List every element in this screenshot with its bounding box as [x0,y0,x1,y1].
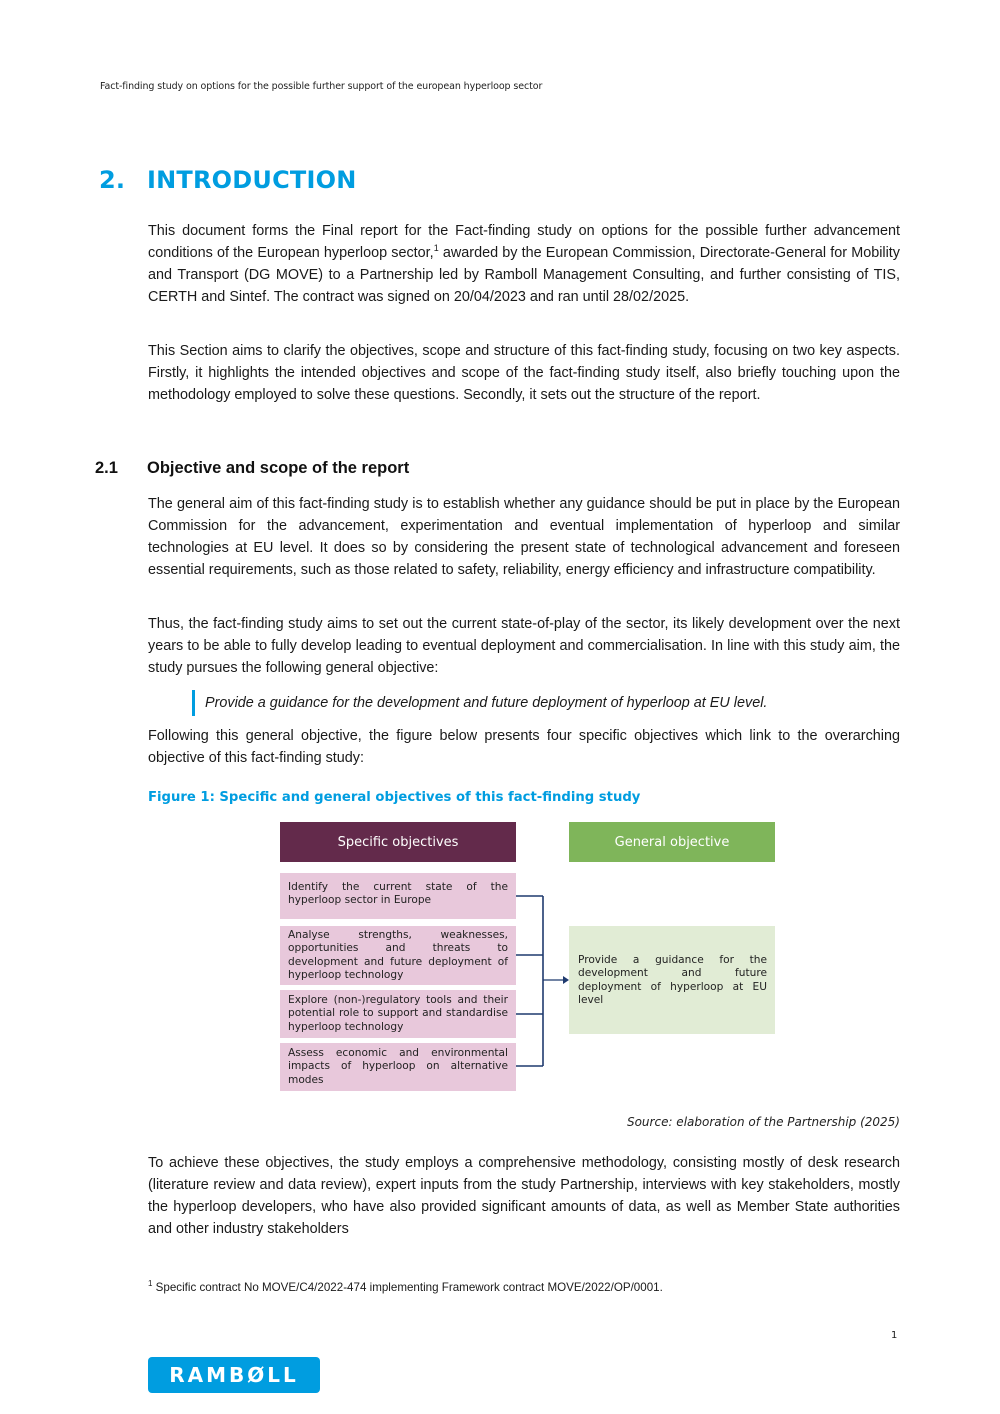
intro-paragraph-1 [148,220,900,308]
specific-objective-box: Identify the current state of the hyperloop sector in Europe [280,873,516,919]
section-heading [99,166,356,194]
figure-source: Source: elaboration of the Partnership (2025) [626,1115,900,1129]
paragraph-text: awarded by the European Commission, Directorate-General for Mobility and Transport (DG MOVE) to a Partnership led by Ramboll Management Consulting, and further consisting of TIS, CERTH and Sintef. The contract was signed on 20/04/2023 and ran until 28/02/2025. [148,245,901,305]
specific-objective-box: Explore (non-)regulatory tools and their potential role to support and standardise hyperloop technology [280,990,516,1038]
scope-paragraph-2: Thus, the fact-finding study aims to set out the current state-of-play of the sector, its likely development over the next years to be able to fully develop leading to eventual deployment and commercialisation. In line with this study aim, the study pursues the following general objective: [148,616,900,676]
intro-paragraph-2: This Section aims to clarify the objectives, scope and structure of this fact-finding study, focusing on two key aspects. Firstly, it highlights the intended objectives and scope of the fact-finding study itself, also briefly touching upon the methodology employed to solve these questions. Secondly, it sets out the structure of the report. [148,343,900,403]
general-objective-quote: Provide a guidance for the development and future deployment of hyperloop at EU level. [192,690,767,716]
methodology-paragraph: To achieve these objectives, the study employs a comprehensive methodology, consisting mostly of desk research (literature review and data review), expert inputs from the study Partnership, interviews with key stakeholders, mostly the hyperloop developers, who have also provided significant amounts of data, as well as Member State authorities and other industry stakeholders [148,1155,900,1237]
general-objective-box: Provide a guidance for the development and future deployment of hyperloop at EU level [569,926,775,1034]
running-header: Fact-finding study on options for the possible further support of the european hyperloop sector [100,81,543,92]
specific-objectives-header: Specific objectives [280,822,516,862]
paragraph-text: This document forms the Final report for the Fact-finding study on options for the possible further advancement conditions of the European hyperloop sector, [148,223,900,261]
ramboll-logo: RAMBØLL [148,1357,320,1393]
section-title: INTRODUCTION [147,166,357,194]
subsection-heading [95,459,409,478]
footnote-text: Specific contract No MOVE/C4/2022-474 implementing Framework contract MOVE/2022/OP/0001. [152,1280,663,1294]
footnote-marker: 1 [148,1279,153,1288]
specific-objective-box: Assess economic and environmental impacts of hyperloop on alternative modes [280,1043,516,1091]
general-objective-header: General objective [569,822,775,862]
scope-paragraph-1: The general aim of this fact-finding study is to establish whether any guidance should be put in place by the European Commission for the advancement, experimentation and eventual implementation of hyperloop and similar technologies at EU level. It does so by considering the present state of technological advancement and foreseen essential requirements, such as those related to safety, reliability, energy efficiency and infrastructure compatibility. [148,496,900,578]
section-number: 2. [99,166,126,194]
figure-caption: Figure 1: Specific and general objectives of this fact-finding study [148,790,641,805]
footnote [148,1279,663,1294]
scope-paragraph-3: Following this general objective, the figure below presents four specific objectives which link to the overarching objective of this fact-finding study: [148,728,900,766]
subsection-title: Objective and scope of the report [147,459,410,477]
page-number: 1 [891,1330,898,1341]
subsection-number: 2.1 [95,459,118,477]
specific-objective-box: Analyse strengths, weaknesses, opportunities and threats to development and future deployment of hyperloop technology [280,926,516,985]
footnote-ref[interactable]: 1 [433,243,439,254]
